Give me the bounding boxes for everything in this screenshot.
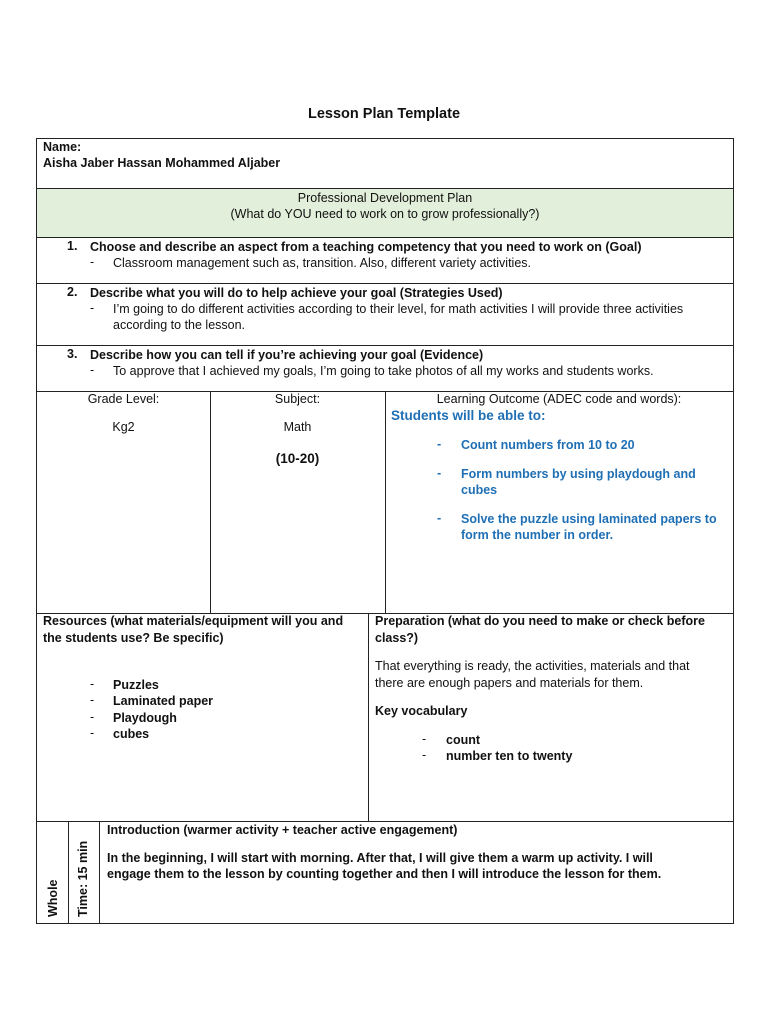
divider: [368, 613, 369, 821]
dash-marker: -: [90, 301, 95, 315]
pd-subheading: (What do YOU need to work on to grow professionally?): [230, 207, 540, 221]
subject-value: Math: [283, 420, 312, 434]
dash-marker: -: [90, 255, 95, 269]
outcome-point: Count numbers from 10 to 20: [461, 438, 635, 452]
key-vocabulary-label: Key vocabulary: [375, 704, 468, 718]
strategies-answer-line2: according to the lesson.: [113, 318, 246, 332]
goal-answer: Classroom management such as, transition. Also, different variety activities.: [113, 256, 532, 270]
grade-label: Grade Level:: [87, 392, 160, 406]
dash-marker: -: [422, 732, 427, 746]
vocab-item: count: [446, 733, 481, 747]
document-title: Lesson Plan Template: [307, 106, 461, 122]
item-number: 3.: [67, 347, 78, 361]
strategies-answer-line1: I’m going to do different activities according to their level, for math activities I will provide three activities: [113, 302, 684, 316]
outcome-intro: Students will be able to:: [391, 408, 546, 423]
pd-plan-header: [37, 189, 733, 237]
evidence-prompt: Describe how you can tell if you’re achieving your goal (Evidence): [90, 348, 484, 362]
dash-marker: -: [90, 710, 95, 724]
strategies-prompt: Describe what you will do to help achieve your goal (Strategies Used): [90, 286, 503, 300]
resource-item: Playdough: [113, 711, 177, 725]
divider: [68, 821, 69, 923]
preparation-body-line1: That everything is ready, the activities, materials and that: [375, 659, 690, 673]
introduction-body-line1: In the beginning, I will start with morning. After that, I will give them a warm up activity. I will: [107, 851, 653, 865]
outcome-point: Form numbers by using playdough and: [461, 467, 696, 481]
evidence-answer: To approve that I achieved my goals, I’m going to take photos of all my works and students works.: [113, 364, 654, 378]
dash-marker: -: [90, 677, 95, 691]
resources-heading-line1: Resources (what materials/equipment will you and: [43, 614, 344, 628]
introduction-body-line2: engage them to the lesson by counting together and then I will introduce the lesson for them.: [107, 867, 662, 881]
introduction-heading: Introduction (warmer activity + teacher active engagement): [107, 823, 458, 837]
subject-label: Subject:: [274, 392, 321, 406]
divider: [385, 391, 386, 613]
lesson-plan-table: [36, 138, 734, 924]
resource-item: cubes: [113, 727, 150, 741]
pd-heading: Professional Development Plan: [297, 191, 473, 205]
outcome-point: Solve the puzzle using laminated papers to: [461, 512, 717, 526]
resource-item: Laminated paper: [113, 694, 214, 708]
dash-marker: -: [90, 726, 95, 740]
resource-item: Puzzles: [113, 678, 159, 692]
vocab-item: number ten to twenty: [446, 749, 573, 763]
divider: [37, 237, 733, 238]
preparation-heading-line2: class?): [375, 631, 419, 645]
name-label: Name:: [43, 140, 82, 154]
outcome-point-cont: form the number in order.: [461, 528, 614, 542]
preparation-body-line2: there are enough papers and materials for them.: [375, 676, 644, 690]
item-number: 1.: [67, 239, 78, 253]
dash-marker: -: [437, 511, 442, 525]
preparation-heading-line1: Preparation (what do you need to make or check before: [375, 614, 705, 628]
name-value: Aisha Jaber Hassan Mohammed Aljaber: [43, 156, 281, 170]
outcome-label: Learning Outcome (ADEC code and words):: [436, 392, 682, 406]
goal-prompt: Choose and describe an aspect from a teaching competency that you need to work on (Goal): [90, 240, 642, 254]
dash-marker: -: [437, 437, 442, 451]
divider: [37, 345, 733, 346]
divider: [37, 283, 733, 284]
dash-marker: -: [90, 363, 95, 377]
dash-marker: -: [90, 693, 95, 707]
resources-heading-line2: the students use? Be specific): [43, 631, 224, 645]
item-number: 2.: [67, 285, 78, 299]
divider: [99, 821, 100, 923]
whole-label: Whole: [46, 879, 60, 917]
time-label: Time: 15 min: [76, 840, 90, 917]
outcome-point-cont: cubes: [461, 483, 498, 497]
subject-range: (10-20): [275, 451, 320, 466]
dash-marker: -: [437, 466, 442, 480]
dash-marker: -: [422, 748, 427, 762]
grade-value: Kg2: [112, 420, 135, 434]
